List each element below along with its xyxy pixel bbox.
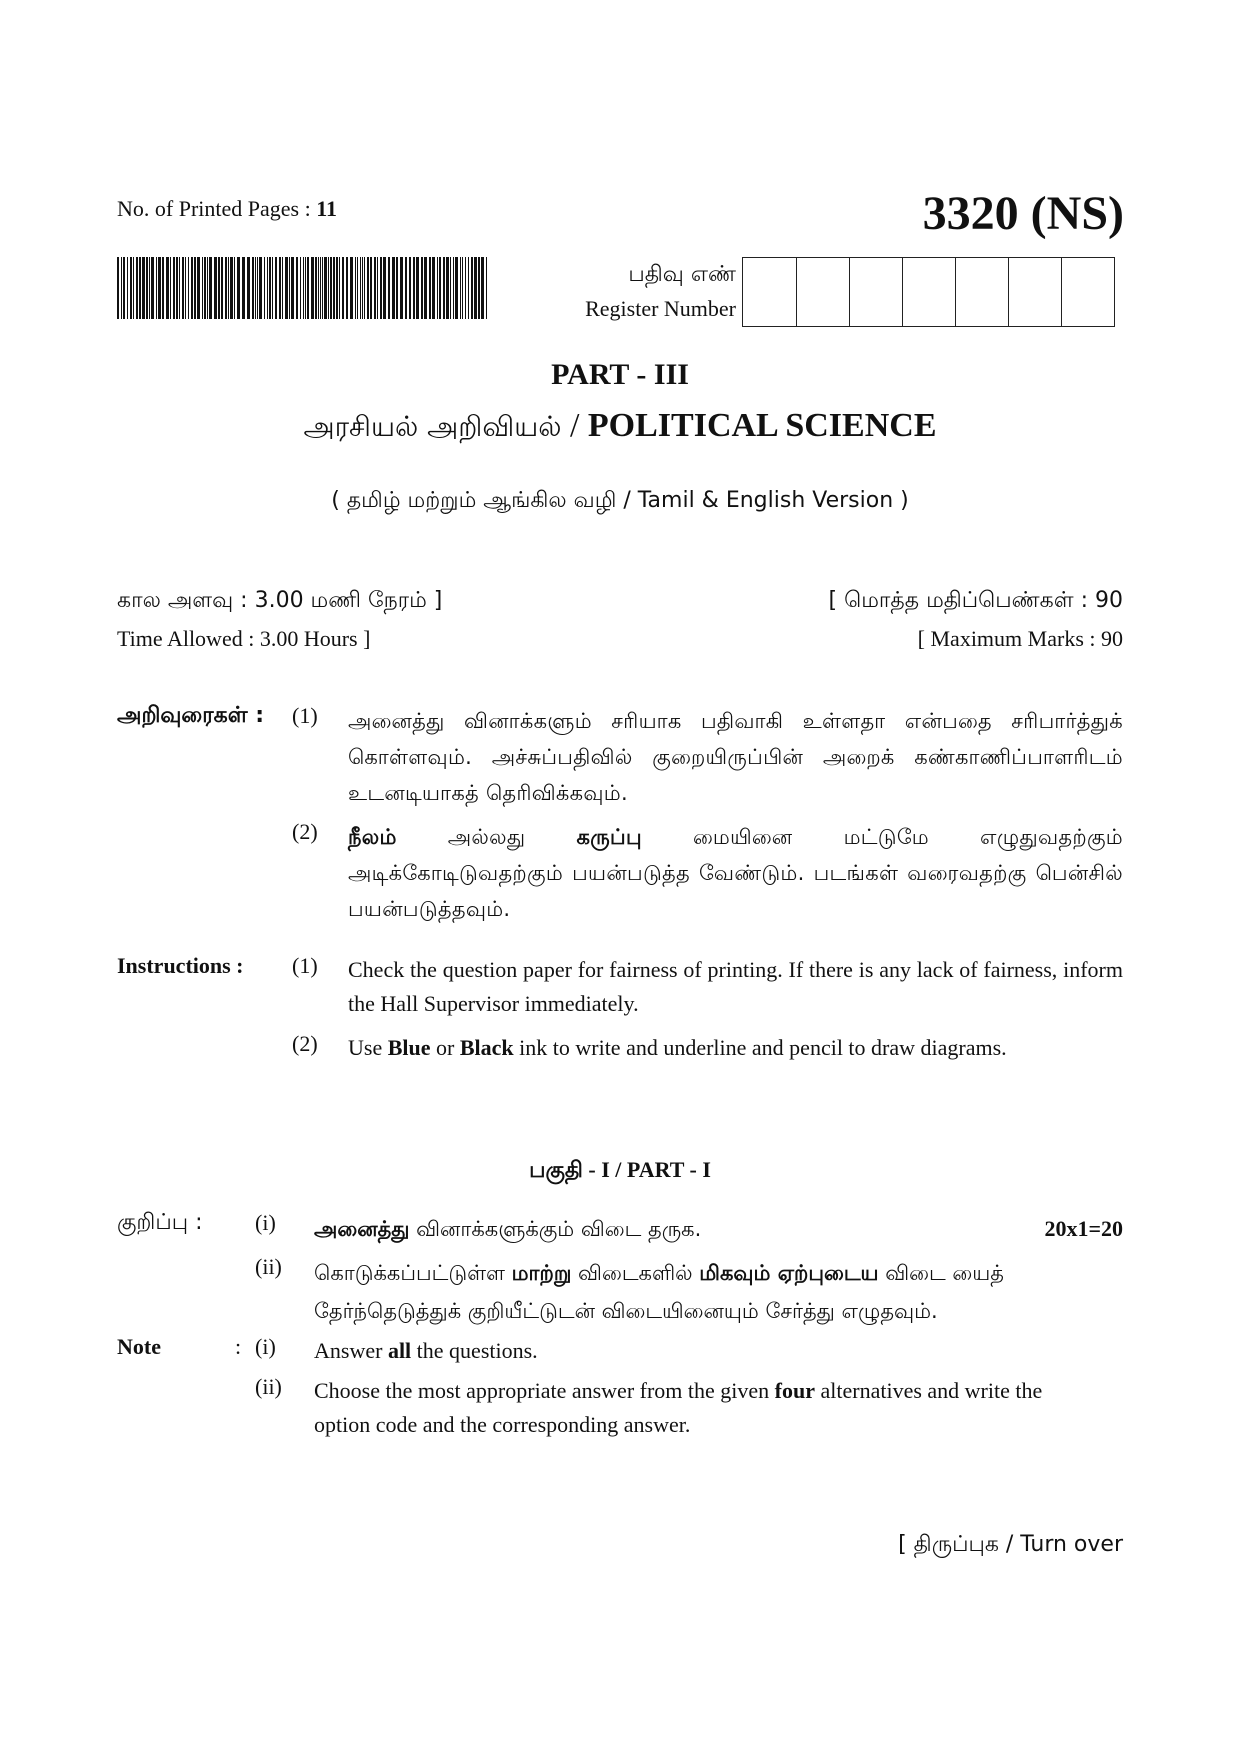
note-number: (i) bbox=[255, 1334, 276, 1359]
note-item bbox=[117, 1210, 1123, 1248]
instruction-item bbox=[117, 1031, 1123, 1065]
instructions-label-tamil: அறிவுரைகள் : bbox=[117, 703, 264, 728]
register-digit-box[interactable] bbox=[743, 258, 796, 326]
note-item bbox=[117, 1254, 1123, 1330]
subject-separator: / bbox=[561, 407, 588, 444]
max-marks-english: [ Maximum Marks : 90 bbox=[917, 626, 1123, 651]
printed-pages bbox=[117, 196, 337, 222]
subject-tamil: அரசியல் அறிவியல் bbox=[303, 410, 562, 443]
register-digit-box[interactable] bbox=[902, 258, 955, 326]
instructions-label-english: Instructions : bbox=[117, 953, 244, 978]
instruction-item bbox=[117, 819, 1123, 927]
note-item bbox=[117, 1374, 1123, 1442]
barcode-gap bbox=[487, 257, 488, 319]
section-marks: 20x1=20 bbox=[1044, 1216, 1123, 1241]
note-number: (i) bbox=[255, 1210, 276, 1235]
instruction-text: Use Blue or Black ink to write and underline and pencil to draw diagrams. bbox=[348, 1035, 1007, 1060]
note-text: Choose the most appropriate answer from the given four alternatives and write the option code and the corresponding answer. bbox=[314, 1378, 1043, 1437]
section-notes bbox=[117, 1210, 1123, 1442]
emphasis-blue: நீலம் bbox=[348, 825, 397, 849]
note-text: Answer all the questions. bbox=[314, 1338, 538, 1363]
instruction-text: Check the question paper for fairness of printing. If there is any lack of fairness, inform the Hall Supervisor immediately. bbox=[348, 957, 1123, 1016]
printed-pages-value: 11 bbox=[316, 196, 337, 221]
register-digit-box[interactable] bbox=[796, 258, 849, 326]
section-title-english: - I / PART - I bbox=[582, 1157, 711, 1182]
register-label-tamil: பதிவு எண் bbox=[628, 262, 736, 287]
max-marks-tamil: [ மொத்த மதிப்பெண்கள் : 90 bbox=[828, 588, 1123, 613]
paper-code: 3320 (NS) bbox=[922, 187, 1124, 240]
instruction-number: (1) bbox=[292, 953, 318, 978]
section-title bbox=[0, 1157, 1240, 1186]
subject-english: POLITICAL SCIENCE bbox=[587, 407, 937, 444]
turn-over bbox=[898, 1532, 1123, 1560]
note-text: கொடுக்கப்பட்டுள்ள மாற்று விடைகளில் மிகவும் ஏற்புடைய விடை யைத் தேர்ந்தெடுத்துக் குறியீட்டுடன் விடையினையும் சேர்த்து எழுதவும். bbox=[314, 1261, 1004, 1323]
register-number-boxes bbox=[742, 257, 1115, 327]
instruction-text: அனைத்து வினாக்களும் சரியாக பதிவாகி உள்ளதா என்பதை சரிபார்த்துக் கொள்ளவும். அச்சுப்பதிவில் குறையிருப்பின் அறைக் கண்காணிப்பாளரிடம் உடனடியாகத் தெரிவிக்கவும். bbox=[348, 709, 1123, 805]
note-item bbox=[117, 1334, 1123, 1368]
time-marks-tamil bbox=[117, 588, 1123, 616]
instruction-number: (1) bbox=[292, 703, 318, 728]
emphasis-black: கருப்பு bbox=[576, 825, 642, 849]
instruction-number: (2) bbox=[292, 819, 318, 844]
section-title-tamil: பகுதி bbox=[529, 1158, 583, 1183]
turn-over-text: [ திருப்புக / Turn over bbox=[898, 1532, 1123, 1557]
register-number-label bbox=[540, 258, 736, 326]
note-label-tamil: குறிப்பு : bbox=[117, 1210, 203, 1235]
time-allowed-english: Time Allowed : 3.00 Hours ] bbox=[117, 626, 371, 651]
note-text: அனைத்து வினாக்களுக்கும் விடை தருக. bbox=[314, 1217, 702, 1241]
instruction-item bbox=[117, 953, 1123, 1021]
note-number: (ii) bbox=[255, 1254, 282, 1279]
barcode bbox=[117, 257, 490, 319]
register-digit-box[interactable] bbox=[1061, 258, 1114, 326]
register-label-english: Register Number bbox=[585, 296, 736, 321]
time-allowed-tamil: கால அளவு : 3.00 மணி நேரம் ] bbox=[117, 588, 443, 613]
note-label-english: Note bbox=[117, 1334, 161, 1359]
note-number: (ii) bbox=[255, 1374, 282, 1399]
part-title: PART - III bbox=[551, 358, 689, 391]
subject-title bbox=[0, 405, 1240, 447]
instruction-text: நீலம் அல்லது கருப்பு மையினை மட்டுமே எழுதுவதற்கும் அடிக்கோடிடுவதற்கும் பயன்படுத்த வேண்டும். படங்கள் வரைவதற்கு பென்சில் பயன்படுத்தவும். bbox=[348, 825, 1123, 921]
instruction-number: (2) bbox=[292, 1031, 318, 1056]
printed-pages-label: No. of Printed Pages : bbox=[117, 196, 311, 221]
instructions-tamil bbox=[117, 703, 1123, 927]
instruction-item bbox=[117, 703, 1123, 811]
register-digit-box[interactable] bbox=[1008, 258, 1061, 326]
register-digit-box[interactable] bbox=[849, 258, 902, 326]
note-colon: : bbox=[235, 1334, 242, 1359]
version-note: ( தமிழ் மற்றும் ஆங்கில வழி / Tamil & English Version ) bbox=[331, 488, 909, 513]
instructions-english bbox=[117, 953, 1123, 1065]
time-marks-english bbox=[117, 626, 1123, 652]
register-digit-box[interactable] bbox=[955, 258, 1008, 326]
